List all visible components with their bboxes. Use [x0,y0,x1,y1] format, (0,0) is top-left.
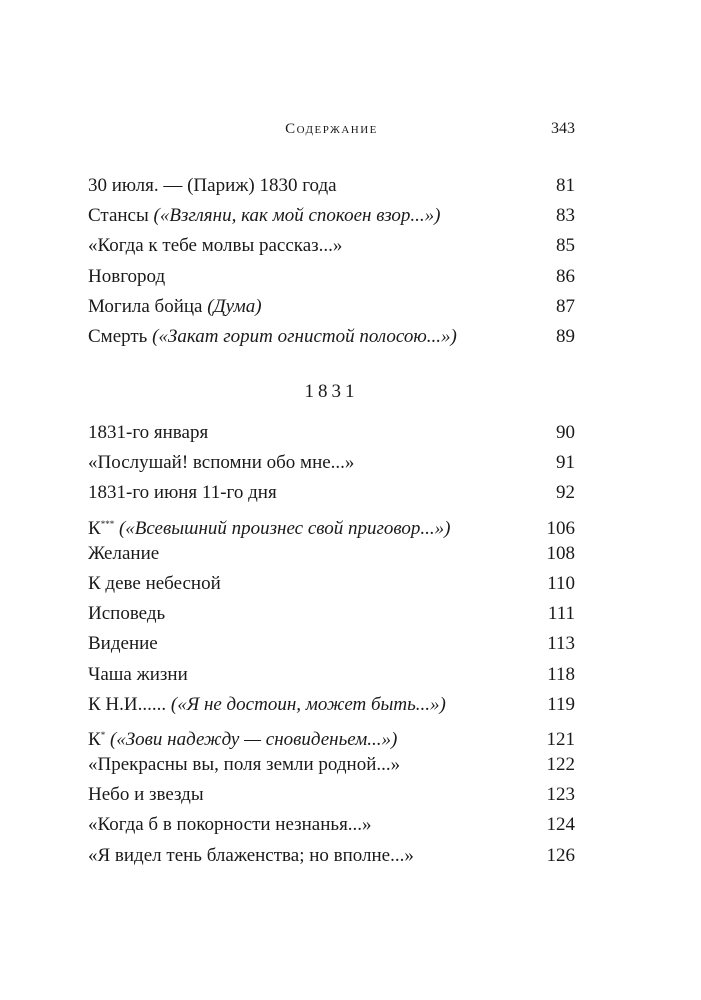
toc-section-1831 [88,418,575,871]
toc-entry-page: 89 [556,325,575,347]
toc-entry-title: «Когда б в покорности незнанья...» [88,814,372,836]
toc-entry-page: 122 [546,754,575,776]
toc-entry-page: 87 [556,295,575,317]
toc-entry [88,629,575,659]
toc-entry-page: 124 [546,814,575,836]
section-year-heading: 1831 [304,381,359,402]
toc-entry [88,231,575,261]
toc-entry-page: 121 [546,728,575,750]
page-number: 343 [551,120,575,137]
toc-entry-page: 108 [546,542,575,564]
toc-entry [88,292,575,322]
toc-entry-title: Стансы («Взгляни, как мой спокоен взор...») [88,205,441,227]
toc-entry [88,509,575,539]
toc-entry [88,599,575,629]
toc-entry-page: 83 [556,205,575,227]
toc-entry-page: 126 [546,844,575,866]
toc-entry-page: 123 [546,784,575,806]
toc-entry [88,322,575,352]
toc-entry [88,720,575,750]
toc-entry-page: 86 [556,265,575,287]
toc-entry [88,660,575,690]
toc-entry-title: К Н.И...... («Я не достоин, может быть...») [88,693,446,715]
toc-entry [88,750,575,780]
toc-entry [88,780,575,810]
toc-entry-page: 85 [556,235,575,257]
toc-entry-page: 106 [546,517,575,539]
running-head [88,117,575,141]
toc-entry-title: 30 июля. — (Париж) 1830 года [88,175,337,196]
toc-section-1830 [88,171,575,352]
toc-entry-title: Могила бойца (Дума) [88,295,262,317]
toc-entry-page: 92 [556,482,575,504]
toc-entry-title: К* («Зови надежду — сновиденьем...») [88,728,398,750]
toc-entry [88,171,575,201]
toc-entry [88,810,575,840]
toc-entry-page: 113 [547,633,575,655]
toc-entry [88,448,575,478]
toc-entry-title: 1831-го июня 11-го дня [88,482,277,504]
toc-entry-title: «Прекрасны вы, поля земли родной...» [88,754,401,776]
toc-entry-page: 111 [547,603,575,625]
toc-entry-title: К*** («Всевышний произнес свой приговор...») [88,517,451,539]
toc-entry-page: 110 [547,572,575,594]
toc-entry-page: 81 [556,175,575,196]
toc-entry-page: 91 [556,452,575,474]
toc-entry-title: «Когда к тебе молвы рассказ...» [88,235,343,257]
toc-entry-title: К деве небесной [88,572,221,594]
toc-entry [88,569,575,599]
toc-entry-title: Исповедь [88,603,166,625]
toc-entry-title: Видение [88,633,158,655]
toc-entry-page: 119 [547,693,575,715]
toc-entry-title: «Я видел тень блаженства; но вполне...» [88,844,414,866]
toc-entry [88,690,575,720]
toc-entry-title: Смерть («Закат горит огнистой полосою...») [88,325,457,347]
toc-entry [88,201,575,231]
toc-entry [88,418,575,448]
toc-entry-title: Чаша жизни [88,663,188,685]
toc-entry-title: Желание [88,542,160,564]
toc-entry-title: «Послушай! вспомни обо мне...» [88,452,355,474]
toc-entry [88,841,575,871]
toc-entry-page: 118 [547,663,575,685]
toc-entry-page: 90 [556,422,575,443]
toc-entry-title: Новгород [88,265,166,287]
toc-entry [88,262,575,292]
running-title: Содержание [285,121,378,137]
toc-entry-title: Небо и звезды [88,784,204,806]
toc-entry-title: 1831-го января [88,422,209,443]
toc-entry [88,478,575,508]
